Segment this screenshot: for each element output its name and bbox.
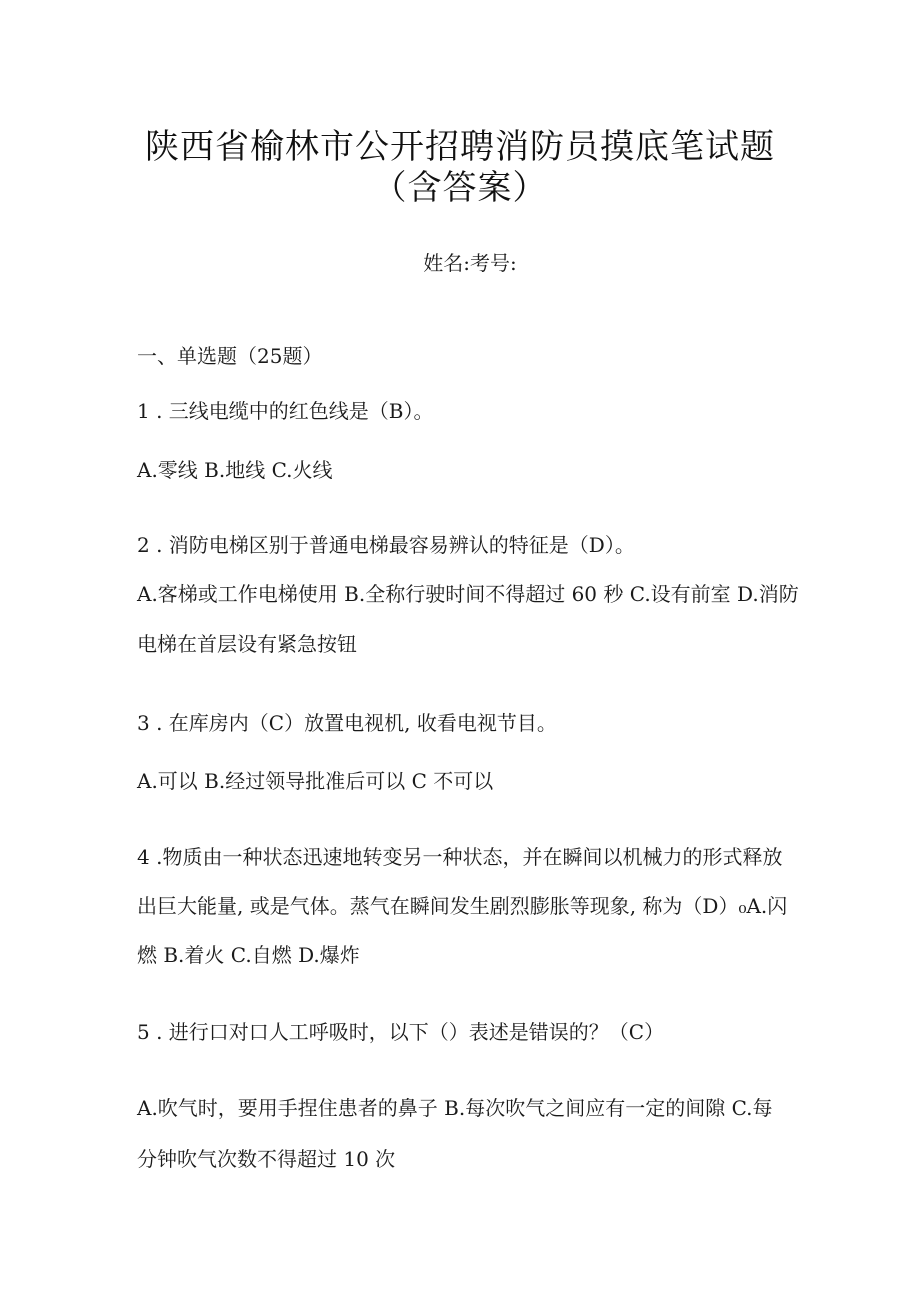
question-1-options: A.零线 B.地线 C.火线 bbox=[137, 458, 333, 482]
question-5-options-cont: 分钟吹气次数不得超过 10 次 bbox=[137, 1147, 396, 1171]
document-title: 陕西省榆林市公开招聘消防员摸底笔试题 bbox=[145, 127, 775, 167]
question-2-stem: 2 . 消防电梯区别于普通电梯最容易辨认的特征是（D）。 bbox=[137, 533, 635, 557]
section-heading: 一、单选题（25题） bbox=[137, 344, 323, 368]
question-2-options-cont: 电梯在首层设有紧急按钮 bbox=[137, 632, 357, 656]
question-2-options: A.客梯或工作电梯使用 B.全称行驶时间不得超过 60 秒 C.设有前室 D.消防 bbox=[137, 582, 799, 606]
question-3-stem: 3 . 在库房内（C）放置电视机, 收看电视节目。 bbox=[137, 711, 557, 735]
question-3-options: A.可以 B.经过领导批准后可以 C 不可以 bbox=[137, 769, 494, 793]
question-5-stem: 5 . 进行口对口人工呼吸时，以下（）表述是错误的？（C） bbox=[137, 1020, 665, 1044]
document-subtitle: （含答案） bbox=[372, 168, 548, 208]
question-5-options: A.吹气时，要用手捏住患者的鼻子 B.每次吹气之间应有一定的间隙 C.每 bbox=[137, 1096, 773, 1120]
name-exam-number-field: 姓名:考号: bbox=[423, 251, 517, 275]
question-4-stem-cont: 出巨大能量, 或是气体。蒸气在瞬间发生剧烈膨胀等现象, 称为（D）₀A.闪 bbox=[137, 894, 788, 918]
question-4-options: 燃 B.着火 C.自燃 D.爆炸 bbox=[137, 943, 360, 967]
question-4-stem: 4 .物质由一种状态迅速地转变另一种状态，并在瞬间以机械力的形式释放 bbox=[137, 845, 783, 869]
question-1-stem: 1 . 三线电缆中的红色线是（B）。 bbox=[137, 399, 434, 423]
